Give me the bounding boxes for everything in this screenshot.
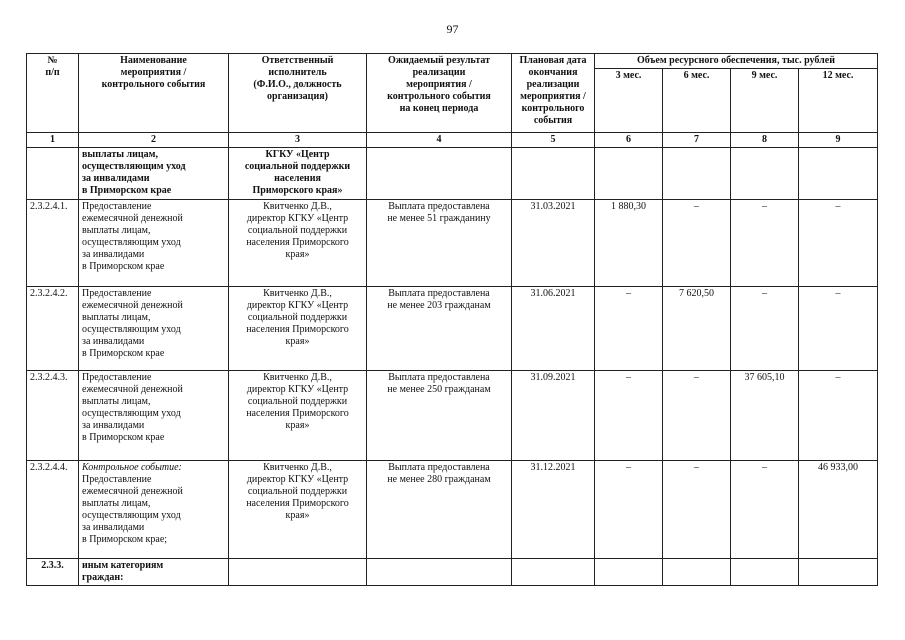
- row-num: 2.3.2.4.1.: [27, 200, 79, 287]
- row-m3: –: [595, 461, 663, 559]
- header-m12: 12 мес.: [799, 69, 878, 133]
- continuation-row: [27, 148, 878, 200]
- row-name: Предоставление ежемесячной денежной выплаты лицам, осуществляющим уход за инвалидами в Приморском крае: [79, 200, 229, 287]
- row-name: Предоставление ежемесячной денежной выплаты лицам, осуществляющим уход за инвалидами в Приморском крае: [79, 287, 229, 371]
- header-m3: 3 мес.: [595, 69, 663, 133]
- row-m12: 46 933,00: [799, 461, 878, 559]
- last-row: [27, 559, 878, 586]
- row-num: 2.3.2.4.3.: [27, 371, 79, 461]
- table-row: [27, 371, 878, 461]
- row-m6: –: [663, 200, 731, 287]
- row-result: Выплата предоставлена не менее 203 гражданам: [367, 287, 512, 371]
- table-cell: [512, 148, 595, 200]
- column-number-row: [27, 133, 878, 148]
- table-cell: [367, 559, 512, 586]
- header-row: [27, 54, 878, 69]
- table-row: [27, 461, 878, 559]
- continuation-name: выплаты лицам, осуществляющим уход за инвалидами в Приморском крае: [79, 148, 229, 200]
- table-cell: [27, 148, 79, 200]
- row-m9: –: [731, 287, 799, 371]
- row-name: Предоставление ежемесячной денежной выплаты лицам, осуществляющим уход за инвалидами в Приморском крае: [79, 371, 229, 461]
- col-number: 5: [512, 133, 595, 148]
- header-result: Ожидаемый результат реализации мероприятия / контрольного события на конец периода: [367, 54, 512, 133]
- table-cell: [595, 148, 663, 200]
- header-m9: 9 мес.: [731, 69, 799, 133]
- col-number: 9: [799, 133, 878, 148]
- col-number: 8: [731, 133, 799, 148]
- row-m12: –: [799, 287, 878, 371]
- table-row: [27, 287, 878, 371]
- row-m9: –: [731, 461, 799, 559]
- row-name: Предоставление ежемесячной денежной выплаты лицам, осуществляющим уход за инвалидами в Приморском крае;: [82, 474, 183, 545]
- col-number: 1: [27, 133, 79, 148]
- last-row-num: 2.3.3.: [27, 559, 79, 586]
- col-number: 6: [595, 133, 663, 148]
- row-name-cell: [79, 461, 229, 559]
- header-m6: 6 мес.: [663, 69, 731, 133]
- header-name: Наименование мероприятия / контрольного события: [79, 54, 229, 133]
- header-date: Плановая дата окончания реализации мероприятия / контрольного события: [512, 54, 595, 133]
- table-cell: [799, 148, 878, 200]
- table-row: [27, 200, 878, 287]
- header-executor: Ответственный исполнитель (Ф.И.О., должность организация): [229, 54, 367, 133]
- action-plan-table: [26, 53, 878, 586]
- row-date: 31.12.2021: [512, 461, 595, 559]
- row-result: Выплата предоставлена не менее 280 гражданам: [367, 461, 512, 559]
- row-m12: –: [799, 371, 878, 461]
- row-m3: –: [595, 287, 663, 371]
- row-m9: 37 605,10: [731, 371, 799, 461]
- col-number: 7: [663, 133, 731, 148]
- row-result: Выплата предоставлена не менее 51 гражданину: [367, 200, 512, 287]
- table-cell: [512, 559, 595, 586]
- row-executor: Квитченко Д.В., директор КГКУ «Центр социальной поддержки населения Приморского края»: [229, 371, 367, 461]
- table-cell: [367, 148, 512, 200]
- row-num: 2.3.2.4.4.: [27, 461, 79, 559]
- table-cell: [731, 148, 799, 200]
- table-cell: [595, 559, 663, 586]
- col-number: 2: [79, 133, 229, 148]
- row-m6: –: [663, 371, 731, 461]
- table-cell: [731, 559, 799, 586]
- control-event-label: Контрольное событие:: [82, 462, 182, 473]
- row-m12: –: [799, 200, 878, 287]
- row-executor: Квитченко Д.В., директор КГКУ «Центр социальной поддержки населения Приморского края»: [229, 287, 367, 371]
- table-cell: [663, 148, 731, 200]
- table-cell: [663, 559, 731, 586]
- row-result: Выплата предоставлена не менее 250 гражданам: [367, 371, 512, 461]
- row-m9: –: [731, 200, 799, 287]
- page-number: 97: [446, 22, 459, 36]
- row-m3: 1 880,30: [595, 200, 663, 287]
- table-cell: [229, 559, 367, 586]
- header-num: № п/п: [27, 54, 79, 133]
- row-num: 2.3.2.4.2.: [27, 287, 79, 371]
- header-funding: Объем ресурсного обеспечения, тыс. рублей: [595, 54, 878, 69]
- table-cell: [799, 559, 878, 586]
- row-date: 31.06.2021: [512, 287, 595, 371]
- row-m6: –: [663, 461, 731, 559]
- row-date: 31.09.2021: [512, 371, 595, 461]
- col-number: 4: [367, 133, 512, 148]
- last-row-name: иным категориям граждан:: [79, 559, 229, 586]
- row-date: 31.03.2021: [512, 200, 595, 287]
- row-m6: 7 620,50: [663, 287, 731, 371]
- row-m3: –: [595, 371, 663, 461]
- row-executor: Квитченко Д.В., директор КГКУ «Центр социальной поддержки населения Приморского края»: [229, 200, 367, 287]
- col-number: 3: [229, 133, 367, 148]
- continuation-executor: КГКУ «Центр социальной поддержки населения Приморского края»: [229, 148, 367, 200]
- row-executor: Квитченко Д.В., директор КГКУ «Центр социальной поддержки населения Приморского края»: [229, 461, 367, 559]
